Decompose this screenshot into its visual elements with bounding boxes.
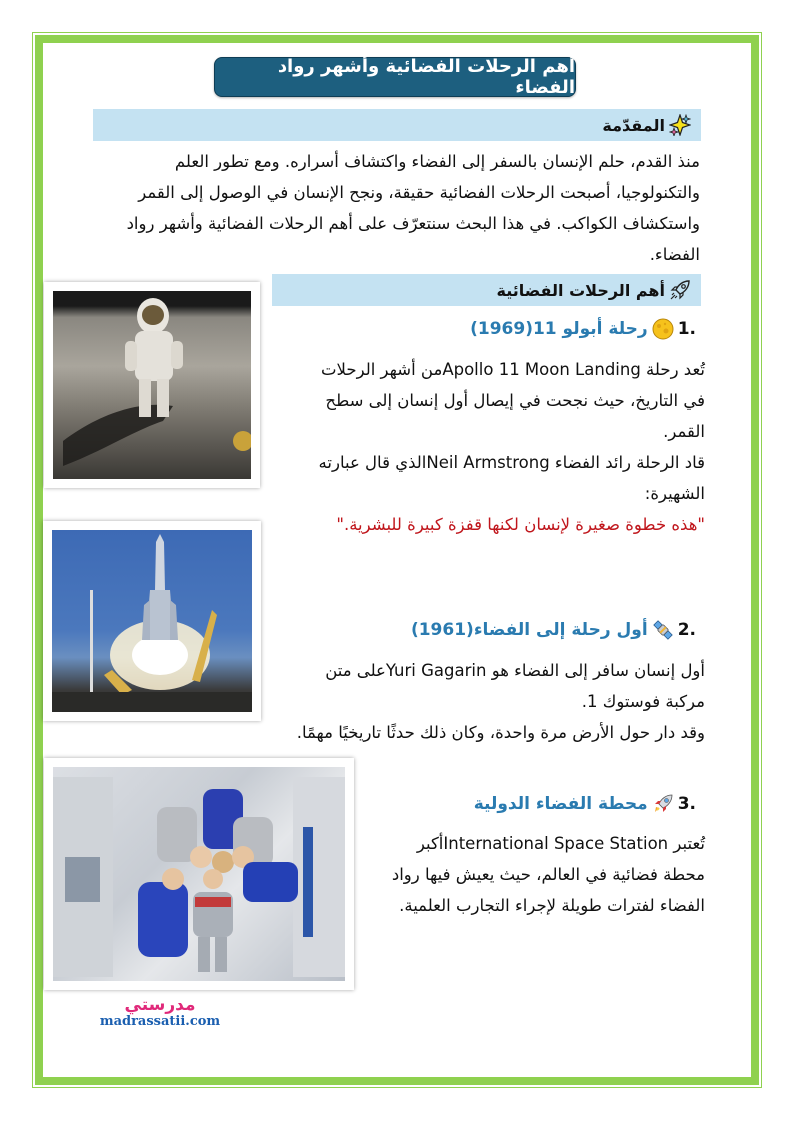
intro-line: الفضاء.	[649, 245, 700, 264]
section-trips-header	[272, 274, 701, 306]
trip-3-number: .3	[677, 794, 696, 814]
trip-3-heading-text: محطة الفضاء الدولية	[473, 794, 648, 814]
rocket-icon	[652, 793, 674, 815]
satellite-icon	[652, 619, 674, 641]
trip-1-line: في التاريخ، حيث نجحت في إيصال أول إنسان إلى سطح	[325, 391, 705, 410]
madrassatii-logo	[95, 996, 225, 1030]
trip-2-line: مركبة فوستوك 1.	[581, 692, 705, 711]
trip-2-title	[411, 619, 696, 641]
trip-1-paragraph	[285, 354, 705, 540]
logo-url: madrassatii.com	[99, 1014, 221, 1029]
section-intro-title: المقدّمة	[602, 115, 665, 135]
trip-1-line: القمر.	[663, 422, 705, 441]
moon-icon	[652, 318, 674, 340]
intro-line: والتكنولوجيا، أصبحت الرحلات الفضائية حقيقة، ونجح الإنسان في الوصول إلى القمر	[138, 183, 700, 202]
astronaut-on-moon-photo	[44, 282, 260, 488]
iss-crew-photo	[44, 758, 354, 990]
trip-1-heading-text: رحلة أبولو 11(1969)	[470, 319, 648, 339]
page-title: أهم الرحلات الفضائية وأشهر رواد الفضاء	[214, 57, 576, 97]
trip-1-line: الشهيرة:	[644, 484, 705, 503]
trip-1-number: .1	[677, 319, 696, 339]
trip-3-line: الفضاء لفترات طويلة لإجراء التجارب العلمية.	[399, 896, 705, 915]
intro-line: منذ القدم، حلم الإنسان بالسفر إلى الفضاء واكتشاف أسراره. ومع تطور العلم	[174, 152, 700, 171]
section-trips-title: أهم الرحلات الفضائية	[496, 280, 665, 300]
rocket-outline-icon	[669, 279, 691, 301]
trip-3-line: محطة فضائية في العالم، حيث يعيش فيها رواد	[391, 865, 705, 884]
trip-2-line: أول إنسان سافر إلى الفضاء هو Yuri Gagarinعلى متن	[325, 661, 705, 680]
intro-line: واستكشاف الكواكب. في هذا البحث سنتعرّف على أهم الرحلات الفضائية وأشهر رواد	[126, 214, 700, 233]
trip-2-number: .2	[677, 620, 696, 640]
logo-arabic: مدرستي	[124, 995, 196, 1015]
sparkles-icon	[669, 114, 691, 136]
section-intro-header	[93, 109, 701, 141]
rocket-launch-photo	[43, 521, 261, 721]
armstrong-quote: "هذه خطوة صغيرة لإنسان لكنها قفزة كبيرة للبشرية."	[336, 515, 705, 534]
trip-2-heading-text: أول رحلة إلى الفضاء(1961)	[410, 620, 648, 640]
intro-paragraph	[95, 146, 700, 270]
trip-2-line: وقد دار حول الأرض مرة واحدة، وكان ذلك حدثًا تاريخيًا مهمًا.	[296, 723, 705, 742]
trip-3-paragraph	[370, 828, 705, 921]
trip-3-title	[474, 793, 696, 815]
trip-3-line: تُعتبر International Space Stationأكبر	[416, 834, 705, 853]
trip-1-line: قاد الرحلة رائد الفضاء Neil Armstrongالذي قال عبارته	[318, 453, 705, 472]
trip-2-paragraph	[270, 655, 705, 748]
trip-1-line: تُعد رحلة Apollo 11 Moon Landingمن أشهر الرحلات	[321, 360, 705, 379]
trip-1-title	[470, 318, 696, 340]
